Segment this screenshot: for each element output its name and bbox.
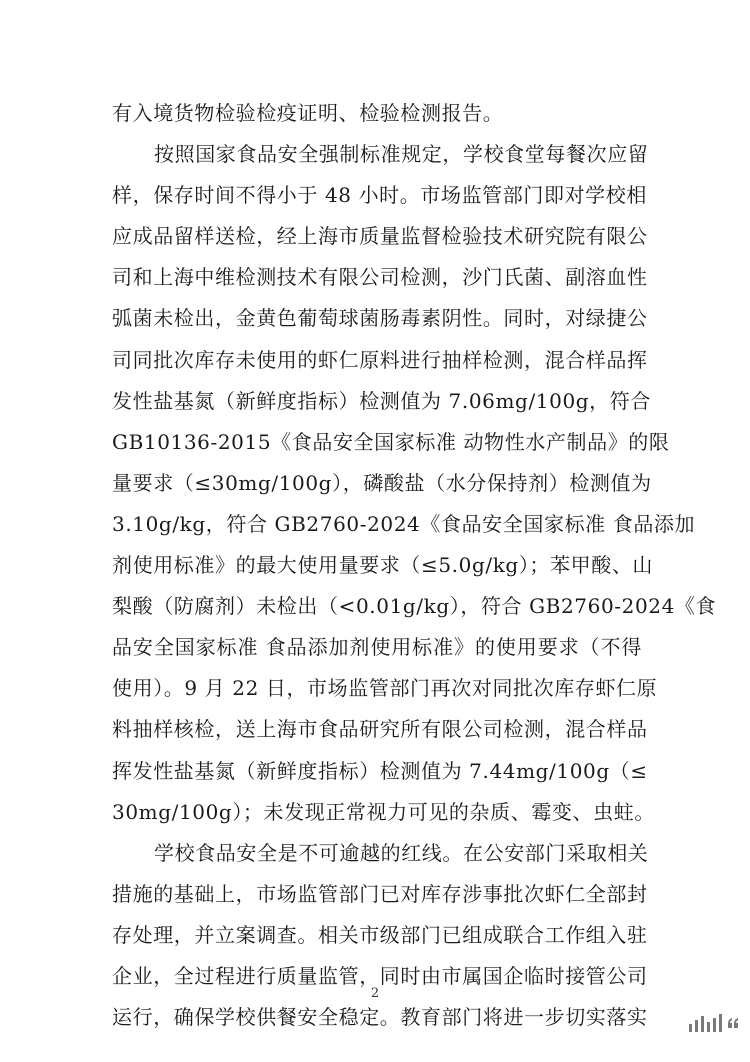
text-line: 企业，全过程进行质量监管，同时由市属国企临时接管公司	[112, 963, 648, 988]
text-line: 弧菌未检出，金黄色葡萄球菌肠毒素阴性。同时，对绿捷公	[112, 306, 648, 331]
text-line: 3.10g/kg，符合 GB2760-2024《食品安全国家标准 食品添加	[112, 511, 696, 536]
text-line: 挥发性盐基氮（新鲜度指标）检测值为 7.44mg/100g（≤	[112, 758, 648, 783]
text-line: 司同批次库存未使用的虾仁原料进行抽样检测，混合样品挥	[112, 347, 648, 372]
text-line: 运行，确保学校供餐安全稳定。教育部门将进一步切实落实	[112, 1005, 648, 1030]
text-line: 应成品留样送检，经上海市质量监督检验技术研究院有限公	[112, 224, 648, 249]
page-number: 2	[370, 986, 380, 1001]
text-line: 学校食品安全是不可逾越的红线。在公安部门采取相关	[154, 840, 649, 865]
quote-icon	[726, 1016, 740, 1030]
watermark	[689, 1014, 740, 1032]
text-line: 存处理，并立案调查。相关市级部门已组成联合工作组入驻	[112, 922, 648, 947]
text-line: 使用）。9 月 22 日，市场监管部门再次对同批次库存虾仁原	[112, 676, 658, 701]
text-line: 样，保存时间不得小于 48 小时。市场监管部门即对学校相	[112, 183, 647, 208]
text-line: 发性盐基氮（新鲜度指标）检测值为 7.06mg/100g，符合	[112, 388, 651, 413]
text-line: 措施的基础上，市场监管部门已对库存涉事批次虾仁全部封	[112, 881, 648, 906]
bar-chart-icon	[689, 1014, 722, 1032]
text-line: 30mg/100g）；未发现正常视力可见的杂质、霉变、虫蛀。	[112, 799, 655, 824]
text-line: 品安全国家标准 食品添加剂使用标准》的使用要求（不得	[112, 635, 642, 660]
text-line: 有入境货物检验检疫证明、检验检测报告。	[112, 101, 504, 125]
text-line: 梨酸（防腐剂）未检出（<0.01g/kg），符合 GB2760-2024《食	[112, 594, 717, 619]
text-line: 料抽样核检，送上海市食品研究所有限公司检测，混合样品	[112, 717, 648, 742]
text-line: 剂使用标准》的最大使用量要求（≤5.0g/kg）；苯甲酸、山	[112, 553, 654, 578]
text-line: 司和上海中维检测技术有限公司检测，沙门氏菌、副溶血性	[112, 265, 648, 290]
text-line: 量要求（≤30mg/100g），磷酸盐（水分保持剂）检测值为	[112, 470, 652, 495]
text-line: 按照国家食品安全强制标准规定，学校食堂每餐次应留	[154, 142, 649, 167]
document-body	[112, 93, 717, 1038]
text-line: GB10136-2015《食品安全国家标准 动物性水产制品》的限	[112, 429, 670, 454]
